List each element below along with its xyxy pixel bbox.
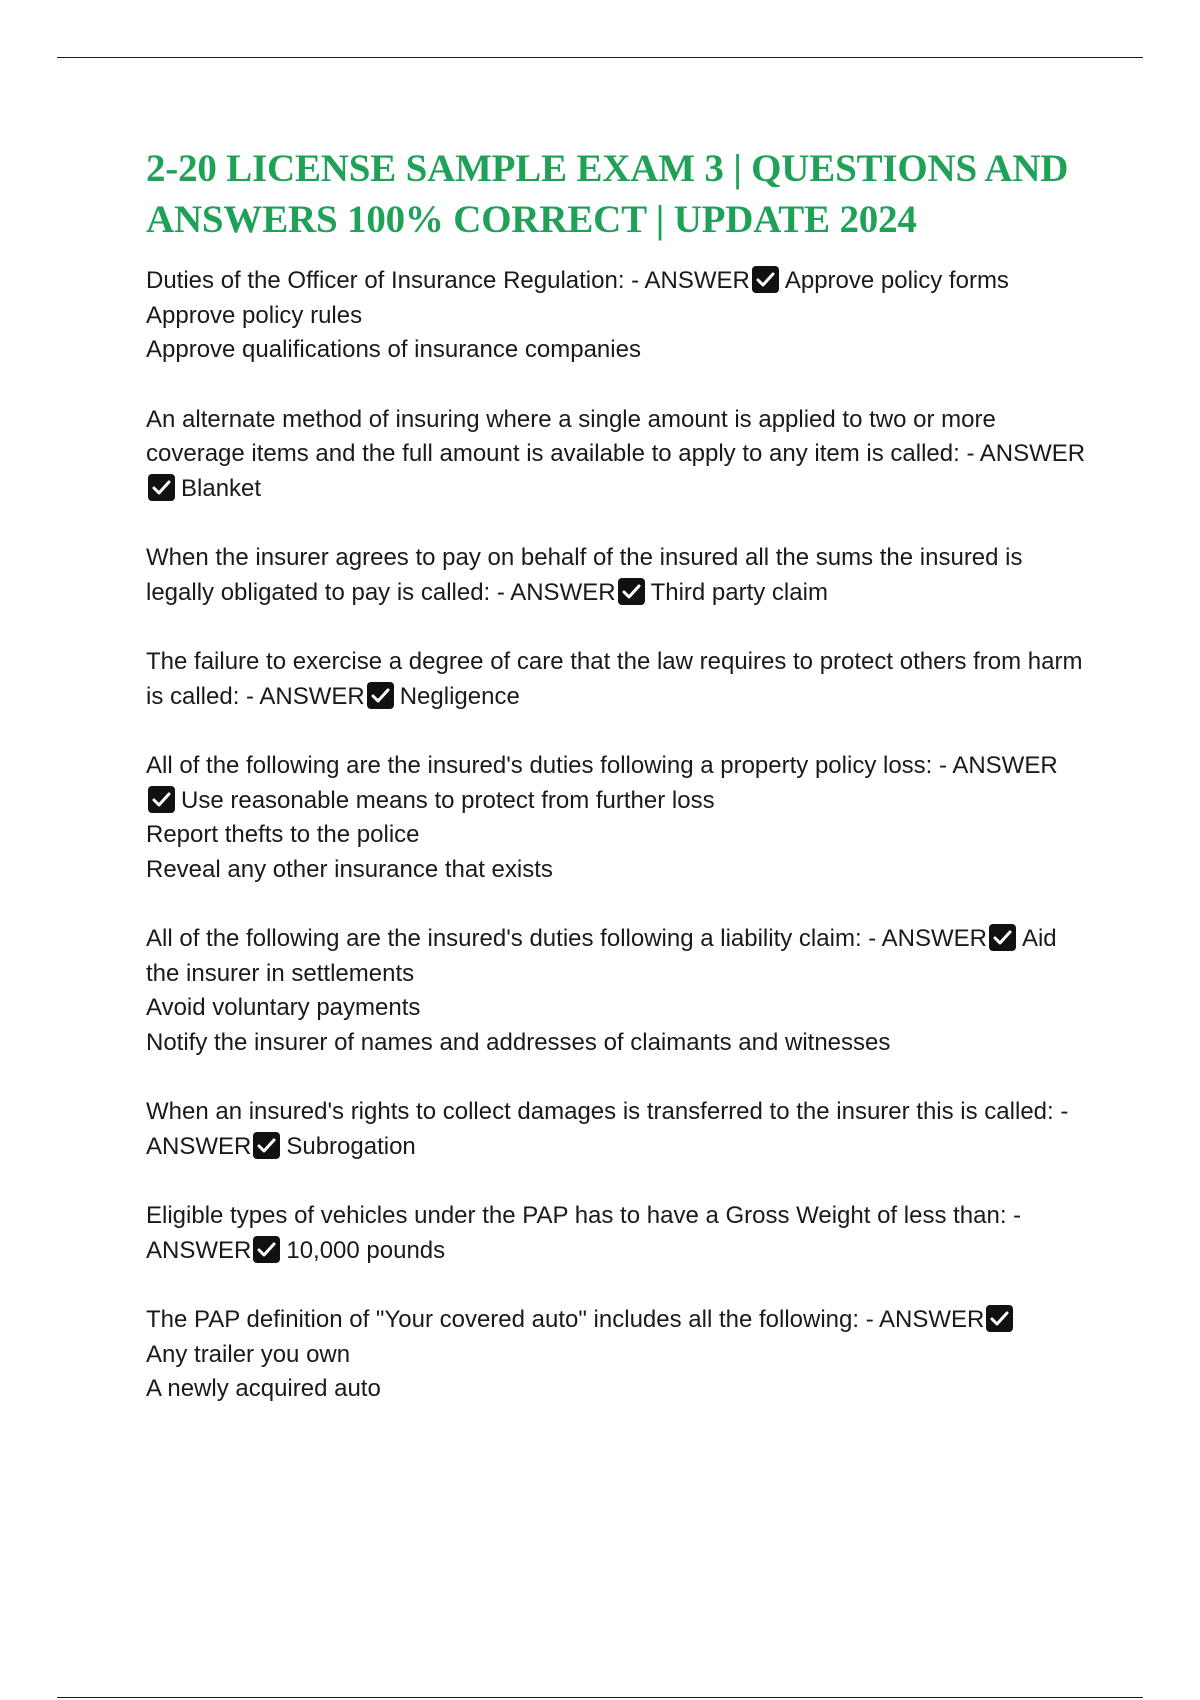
qa-item [146, 541, 1086, 610]
question-text: Duties of the Officer of Insurance Regulation: - ANSWER [146, 267, 750, 294]
question-text: An alternate method of insuring where a single amount is applied to two or more coverage items and the full amount is available to apply to any item is called: - ANSWER [146, 405, 1086, 467]
check-box-icon [752, 266, 779, 293]
qa-item [146, 1303, 1086, 1407]
qa-item [146, 264, 1086, 368]
question-text: When an insured's rights to collect damages is transferred to the insurer this is called: - ANSWER [146, 1098, 1069, 1160]
document-title: 2-20 LICENSE SAMPLE EXAM 3 | QUESTIONS AND ANSWERS 100% CORRECT | UPDATE 2024 [146, 147, 1069, 241]
answer-text: Approve policy forms [784, 267, 1009, 294]
qa-item [146, 1095, 1086, 1164]
answer-text: Third party claim [650, 578, 828, 606]
question-text: All of the following are the insured's duties following a property policy loss: - ANSWER [146, 752, 1058, 779]
answer-text: Subrogation [286, 1132, 416, 1160]
question-text: The PAP definition of "Your covered auto" includes all the following: - ANSWER [146, 1306, 985, 1333]
question-text: When the insurer agrees to pay on behalf of the insured all the sums the insured is legally obligated to pay is called: - ANSWER [146, 544, 1023, 606]
question-text: Eligible types of vehicles under the PAP has to have a Gross Weight of less than: - ANSWER [146, 1202, 1022, 1264]
answer-text: Blanket [181, 474, 262, 502]
qa-item [146, 749, 1086, 887]
answer-text: A newly acquired auto [146, 1375, 381, 1402]
check-box-icon [148, 786, 175, 813]
answer-text: Avoid voluntary payments [146, 994, 421, 1021]
answer-text: 10,000 pounds [286, 1236, 446, 1264]
qa-item [146, 1199, 1086, 1268]
check-box-icon [367, 682, 394, 709]
answer-text: Negligence [399, 682, 520, 710]
answer-text: Aid the insurer in settlements [146, 925, 1057, 987]
answer-text: Use reasonable means to protect from further loss [181, 786, 715, 814]
question-text: The failure to exercise a degree of care that the law requires to protect others from harm is called: - ANSWER [146, 648, 1083, 710]
answer-text: Notify the insurer of names and addresses of claimants and witnesses [146, 1028, 891, 1056]
check-box-icon [986, 1305, 1013, 1332]
check-box-icon [989, 924, 1016, 951]
check-box-icon [618, 578, 645, 605]
check-box-icon [253, 1132, 280, 1159]
header-rule [57, 57, 1143, 58]
question-line [146, 1303, 1086, 1338]
question-line [146, 264, 1086, 299]
question-text: All of the following are the insured's duties following a liability claim: - ANSWER [146, 925, 987, 952]
answer-text: Reveal any other insurance that exists [146, 855, 553, 883]
qa-item [146, 403, 1086, 507]
qa-item [146, 922, 1086, 1060]
answer-text: Approve policy rules [146, 301, 363, 329]
answer-text: Report thefts to the police [146, 821, 420, 848]
footer-rule [57, 1697, 1143, 1698]
answer-text: Any trailer you own [146, 1340, 351, 1368]
check-box-icon [253, 1236, 280, 1263]
answer-text: Approve qualifications of insurance companies [146, 336, 641, 363]
qa-list [146, 264, 1086, 1442]
check-box-icon [148, 474, 175, 501]
qa-item [146, 645, 1086, 714]
